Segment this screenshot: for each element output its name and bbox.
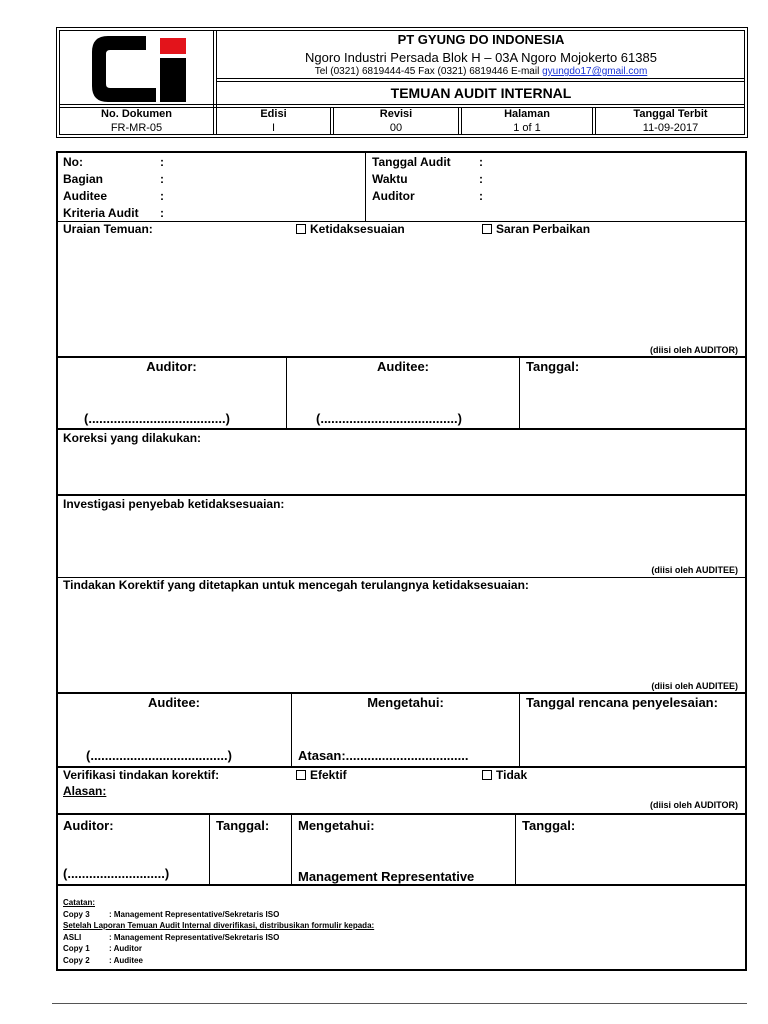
- company-address: Ngoro Industri Persada Blok H – 03A Ngoro Mojokerto 61385: [305, 50, 657, 65]
- meta-value-edisi: I: [271, 122, 276, 134]
- label-no: No:: [63, 155, 83, 169]
- company-contact: [217, 66, 745, 77]
- alasan-label: Alasan:: [63, 784, 107, 798]
- logo-letter-i: [160, 58, 186, 102]
- uraian-temuan-label: Uraian Temuan:: [63, 222, 153, 236]
- option-ketidaksesuaian[interactable]: Ketidaksesuaian: [296, 222, 405, 236]
- checkbox-tidak[interactable]: [482, 770, 492, 780]
- note-diisi-auditor-1: (diisi oleh AUDITOR): [649, 345, 738, 355]
- sign1-auditor-label: Auditor:: [146, 359, 197, 374]
- meta-label-revisi: Revisi: [379, 108, 413, 120]
- logo-letter-c: [92, 36, 156, 102]
- koreksi-label: Koreksi yang dilakukan:: [63, 431, 202, 445]
- sign2-tanggal-rencana-label: Tanggal rencana penyelesaian:: [526, 695, 718, 710]
- meta-label-tanggal-terbit: Tanggal Terbit: [633, 108, 708, 120]
- catatan-line-4: Copy 1 : Auditor: [63, 944, 143, 953]
- sign3-tanggal-label-1: Tanggal:: [216, 818, 270, 833]
- company-name: PT GYUNG DO INDONESIA: [397, 32, 565, 47]
- label-auditor: Auditor: [372, 189, 415, 203]
- sign1-auditee-signature-line: (......................................): [316, 411, 462, 426]
- sign1-tanggal-label: Tanggal:: [526, 359, 580, 374]
- form-title: TEMUAN AUDIT INTERNAL: [390, 85, 572, 101]
- meta-label-edisi: Edisi: [260, 108, 287, 120]
- company-logo: [88, 36, 188, 102]
- note-diisi-auditor-2: (diisi oleh AUDITOR): [649, 800, 738, 810]
- label-kriteria-audit: Kriteria Audit: [63, 206, 139, 220]
- info-left-colons: : : : :: [160, 155, 164, 220]
- catatan-line-3: ASLI : Management Representative/Sekretaris ISO: [63, 932, 280, 942]
- sign1-auditee-label: Auditee:: [377, 359, 429, 374]
- checkbox-efektif[interactable]: [296, 770, 306, 780]
- tindakan-korektif-label: Tindakan Korektif yang ditetapkan untuk mencegah terulangnya ketidaksesuaian:: [63, 578, 529, 592]
- sign3-auditor-signature-line: (...........................): [63, 866, 170, 881]
- meta-label-no-dokumen: No. Dokumen: [101, 108, 172, 120]
- verifikasi-label: Verifikasi tindakan korektif:: [63, 768, 220, 782]
- option-efektif[interactable]: Efektif: [296, 768, 347, 782]
- note-diisi-auditee-2: (diisi oleh AUDITEE): [651, 681, 738, 691]
- sign3-mengetahui-label: Mengetahui:: [298, 818, 375, 833]
- option-saran-perbaikan[interactable]: Saran Perbaikan: [482, 222, 590, 236]
- meta-label-halaman: Halaman: [504, 108, 550, 120]
- catatan-title: Catatan:: [63, 898, 96, 907]
- checkbox-ketidaksesuaian[interactable]: [296, 224, 306, 234]
- label-auditee: Auditee: [63, 189, 108, 203]
- email-link[interactable]: gyungdo17@gmail.com: [542, 66, 648, 77]
- label-tanggal-audit: Tanggal Audit: [372, 155, 451, 169]
- option-tidak[interactable]: Tidak: [482, 768, 527, 782]
- meta-value-halaman: 1 of 1: [513, 122, 541, 134]
- info-left-labels: [63, 154, 139, 222]
- catatan-section: [63, 897, 374, 966]
- meta-value-revisi: 00: [389, 122, 403, 134]
- meta-value-tanggal-terbit: 11-09-2017: [642, 122, 699, 134]
- sign2-mengetahui-label: Mengetahui:: [367, 695, 444, 710]
- sign3-tanggal-label-2: Tanggal:: [522, 818, 576, 833]
- sign3-auditor-label: Auditor:: [63, 818, 114, 833]
- info-right-labels: [372, 154, 451, 205]
- contact-text: Tel (0321) 6819444-45 Fax (0321) 6819446 E-mail: [314, 66, 543, 77]
- label-waktu: Waktu: [372, 172, 408, 186]
- logo-red-square: [160, 38, 186, 54]
- catatan-line-2: Setelah Laporan Temuan Audit Internal diverifikasi, distribusikan formulir kepada:: [63, 921, 375, 930]
- investigasi-label: Investigasi penyebab ketidaksesuaian:: [63, 497, 285, 511]
- catatan-line-5: Copy 2 : Auditee: [63, 955, 143, 965]
- note-diisi-auditee-1: (diisi oleh AUDITEE): [651, 565, 738, 575]
- sign2-auditee-label: Auditee:: [148, 695, 200, 710]
- sign1-auditor-signature-line: (......................................): [84, 411, 230, 426]
- sign2-auditee-signature-line: (......................................): [86, 748, 232, 763]
- info-right-colons: : : :: [479, 155, 483, 203]
- label-bagian: Bagian: [63, 172, 104, 186]
- sign2-atasan-signature-line: Atasan:..................................: [298, 748, 469, 763]
- page-footer-rule: [52, 1003, 747, 1004]
- checkbox-saran-perbaikan[interactable]: [482, 224, 492, 234]
- catatan-line-1: Copy 3 : Management Representative/Sekretaris ISO: [63, 909, 280, 919]
- sign3-management-representative: Management Representative: [298, 869, 475, 884]
- meta-value-no-dokumen: FR-MR-05: [110, 122, 163, 134]
